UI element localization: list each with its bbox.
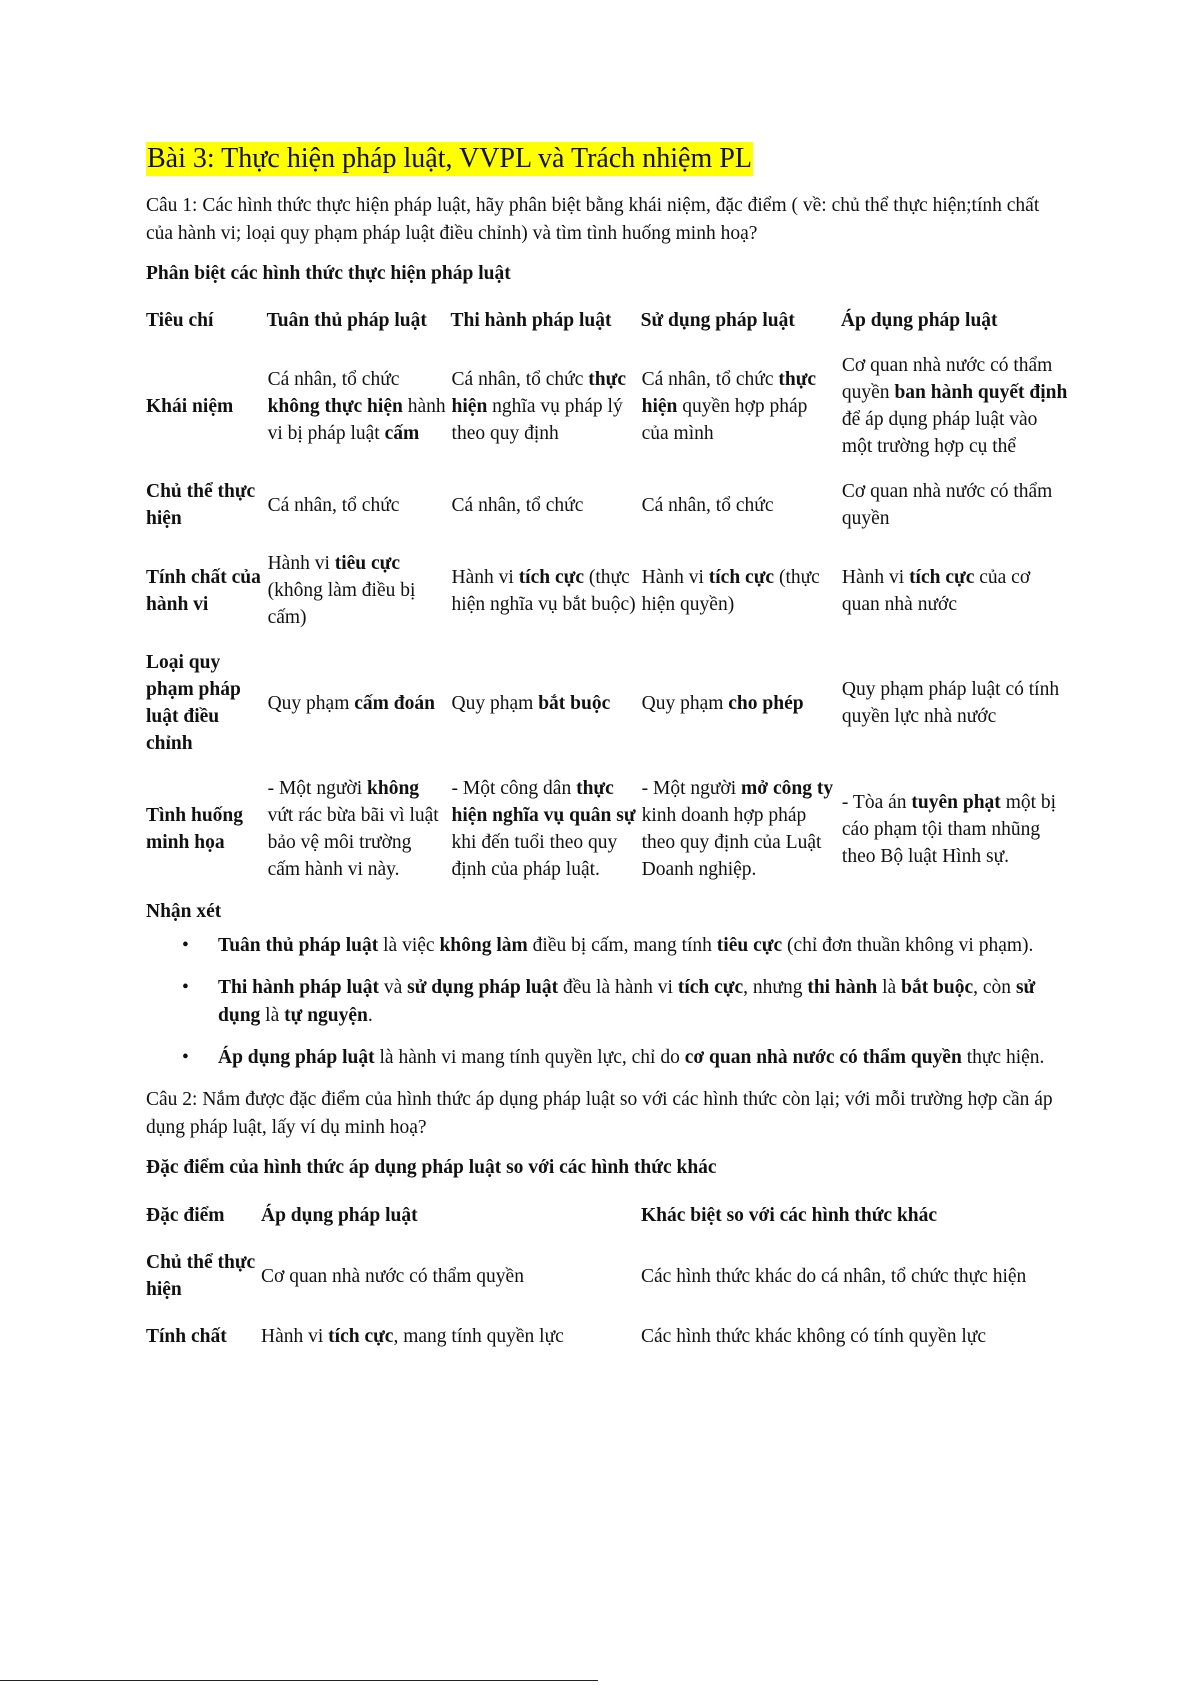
question-1: Câu 1: Các hình thức thực hiện pháp luật, hãy phân biệt bằng khái niệm, đặc điểm ( về: chủ thể thực hiện;tính chất của hành vi; loại quy phạm pháp luật điều chỉnh) và tìm tình huống minh hoạ? [146, 195, 1040, 244]
table-cell [641, 766, 841, 892]
table-cell [641, 541, 841, 640]
table1-heading: Phân biệt các hình thức thực hiện pháp luật [146, 263, 511, 284]
bullet-icon: • [182, 935, 189, 956]
text-run: Cơ quan nhà nước có thẩm quyền [841, 355, 1053, 403]
text-run: Cơ quan nhà nước có thẩm quyền [261, 1265, 524, 1287]
text-run: Cơ quan nhà nước có thẩm quyền [841, 481, 1053, 529]
text-run: , còn [973, 977, 1016, 998]
text-run: hành vi bị pháp luật [267, 395, 446, 444]
row-criterion: Loại quy phạm pháp luật điều chỉnh [146, 652, 241, 754]
text-run: Quy phạm [641, 692, 729, 714]
bold-run: Tuân thủ pháp luật [218, 935, 379, 956]
header-difference: Khác biệt so với các hình thức khác [641, 1205, 938, 1226]
row-criterion: Tính chất [146, 1326, 227, 1347]
text-run: là hành vi mang tính quyền lực, chỉ do [374, 1047, 685, 1068]
list-item [182, 974, 1066, 1030]
bold-run: cho phép [728, 692, 804, 714]
text-run: quyền hợp pháp của mình [641, 395, 808, 444]
header-su-dung: Sử dụng pháp luật [640, 310, 795, 331]
bold-run: Thi hành pháp luật [218, 977, 379, 998]
row-criterion: Chủ thể thực hiện [146, 1252, 256, 1300]
bold-run: ban hành quyết định [894, 382, 1068, 403]
table-cell [261, 1239, 641, 1313]
row-criterion: Tính chất của hành vi [146, 566, 261, 615]
text-run: vứt rác bừa bãi vì luật bảo vệ môi trường cấm hành vi này. [267, 805, 439, 880]
table-cell [267, 640, 451, 766]
text-run: khi đến tuổi theo quy định của pháp luật. [451, 832, 618, 880]
text-run: để áp dụng pháp luật vào một trường hợp cụ thể [841, 409, 1038, 457]
header-thi-hanh: Thi hành pháp luật [450, 310, 612, 331]
bold-run: không thực hiện [267, 395, 403, 417]
table-cell [451, 343, 641, 469]
table-cell [267, 469, 451, 541]
bold-run: thực hiện [451, 368, 626, 417]
bold-run: tích cực [708, 566, 775, 588]
table-cell [451, 640, 641, 766]
table-cell [267, 541, 451, 640]
list-item [182, 1044, 1066, 1072]
table-row [146, 1313, 1076, 1360]
bold-run: tích cực [328, 1326, 394, 1347]
table-cell [841, 541, 1076, 640]
table-cell [267, 343, 451, 469]
list-item [182, 932, 1066, 960]
text-run: là [877, 977, 902, 998]
text-run: (không làm điều bị cấm) [267, 580, 416, 628]
text-run: - Một người [641, 778, 742, 799]
text-run: (thực hiện nghĩa vụ bắt buộc) [451, 566, 636, 615]
text-run: , nhưng [743, 977, 808, 998]
text-run: Hành vi [841, 566, 910, 588]
bold-run: tích cực [518, 566, 584, 588]
table2-heading: Đặc điểm của hình thức áp dụng pháp luật so với các hình thức khác [146, 1157, 717, 1178]
table-cell [841, 469, 1076, 541]
text-run: Cá nhân, tổ chức [451, 368, 589, 390]
table-cell [261, 1313, 641, 1360]
table-cell [451, 469, 641, 541]
text-run: , mang tính quyền lực [393, 1326, 564, 1347]
table-cell [841, 766, 1076, 892]
document-page [146, 142, 1066, 1360]
bold-run: tiêu cực [334, 553, 401, 574]
text-run: điều bị cấm, mang tính [527, 935, 717, 956]
page-bottom-rule [0, 1680, 598, 1681]
text-run: Quy phạm [451, 692, 539, 714]
header-feature: Đặc điểm [146, 1205, 225, 1226]
bold-run: không làm [439, 935, 528, 956]
table-header-row [146, 298, 1076, 343]
row-criterion: Chủ thể thực hiện [146, 481, 256, 529]
text-run: Hành vi [261, 1326, 329, 1347]
bold-run: không [367, 778, 420, 799]
table-cell [641, 1239, 1076, 1313]
application-features-table [146, 1192, 1076, 1360]
row-criterion: Tình huống minh họa [146, 805, 244, 853]
text-run: thực hiện. [961, 1047, 1045, 1068]
bold-run: thi hành [807, 977, 878, 998]
text-run: - Một công dân [451, 778, 577, 799]
bold-run: thực hiện [641, 368, 817, 417]
table2-body [146, 1239, 1076, 1360]
bold-run: bắt buộc [901, 977, 974, 998]
table-row [146, 343, 1076, 469]
text-run: - Tòa án [841, 791, 912, 813]
bold-run: cơ quan nhà nước có thẩm quyền [684, 1047, 962, 1068]
text-run: Cá nhân, tổ chức [641, 494, 774, 516]
bold-run: thực hiện nghĩa vụ quân sự [451, 778, 636, 826]
header-ap-dung: Áp dụng pháp luật [840, 310, 998, 331]
question-2: Câu 2: Nắm được đặc điểm của hình thức áp dụng pháp luật so với các hình thức còn lại; với mỗi trường hợp cần áp dụng pháp luật, lấy ví dụ minh hoạ? [146, 1089, 1053, 1138]
table-cell [451, 766, 641, 892]
text-run: kinh doanh hợp pháp theo quy định của Luật Doanh nghiệp. [641, 805, 822, 880]
text-run: Quy phạm pháp luật có tính quyền lực nhà nước [841, 679, 1060, 727]
table-cell [267, 766, 451, 892]
text-run: Các hình thức khác không có tính quyền lực [641, 1326, 986, 1347]
text-run: là việc [378, 935, 440, 956]
text-run: Hành vi [641, 566, 709, 588]
header-application: Áp dụng pháp luật [261, 1205, 418, 1226]
text-run: là [260, 1005, 285, 1026]
text-run: Cá nhân, tổ chức [641, 368, 779, 390]
bold-run: tiêu cực [716, 935, 783, 956]
bullet-icon: • [182, 1047, 189, 1068]
text-run: Cá nhân, tổ chức [451, 494, 584, 516]
text-run: - Một người [267, 778, 368, 799]
text-run: (thực hiện quyền) [641, 566, 820, 615]
table-row [146, 640, 1076, 766]
table-row [146, 469, 1076, 541]
remarks-heading: Nhận xét [146, 901, 222, 922]
table-row [146, 766, 1076, 892]
text-run: nghĩa vụ pháp lý theo quy định [451, 395, 623, 444]
text-run: Các hình thức khác do cá nhân, tổ chức thực hiện [641, 1265, 1027, 1287]
text-run: Cá nhân, tổ chức [267, 368, 400, 390]
text-run: Quy phạm [267, 692, 355, 714]
table-cell [641, 343, 841, 469]
table-cell [641, 1313, 1076, 1360]
remarks-list [146, 932, 1066, 1072]
text-run: đều là hành vi [558, 977, 678, 998]
table-row [146, 1239, 1076, 1313]
text-run: Hành vi [267, 553, 335, 574]
forms-comparison-table [146, 298, 1076, 892]
bold-run: tự nguyện [284, 1005, 368, 1026]
text-run: . [367, 1005, 373, 1026]
bold-run: mở công ty [741, 778, 834, 799]
text-run: Hành vi [451, 566, 519, 588]
text-run: và [378, 977, 408, 998]
bold-run: bắt buộc [538, 692, 611, 714]
bold-run: cấm đoán [354, 692, 435, 714]
table-cell [451, 541, 641, 640]
bold-run: Áp dụng pháp luật [218, 1047, 375, 1068]
table-header-row [146, 1192, 1076, 1239]
bold-run: tích cực [909, 566, 975, 588]
bullet-icon: • [182, 977, 189, 998]
bold-run: tuyên phạt [911, 791, 1001, 813]
header-tuan-thu: Tuân thủ pháp luật [266, 310, 427, 331]
text-run: (chỉ đơn thuần không vi phạm). [782, 935, 1034, 956]
header-criterion: Tiêu chí [146, 310, 214, 331]
bold-run: sử dụng pháp luật [407, 977, 559, 998]
table1-body [146, 343, 1076, 892]
text-run: một bị cáo phạm tội tham nhũng theo Bộ luật Hình sự. [841, 791, 1057, 867]
table-cell [641, 469, 841, 541]
table-row [146, 541, 1076, 640]
row-criterion: Khái niệm [146, 395, 234, 417]
lesson-title: Bài 3: Thực hiện pháp luật, VVPL và Trách nhiệm PL [147, 143, 752, 174]
table-cell [841, 343, 1076, 469]
table-cell [841, 640, 1076, 766]
bold-run: sử dụng [218, 977, 1036, 1026]
text-run: Cá nhân, tổ chức [267, 494, 400, 516]
bold-run: tích cực [677, 977, 744, 998]
bold-run: cấm [384, 422, 420, 444]
text-run: của cơ quan nhà nước [841, 566, 1031, 615]
table-cell [641, 640, 841, 766]
